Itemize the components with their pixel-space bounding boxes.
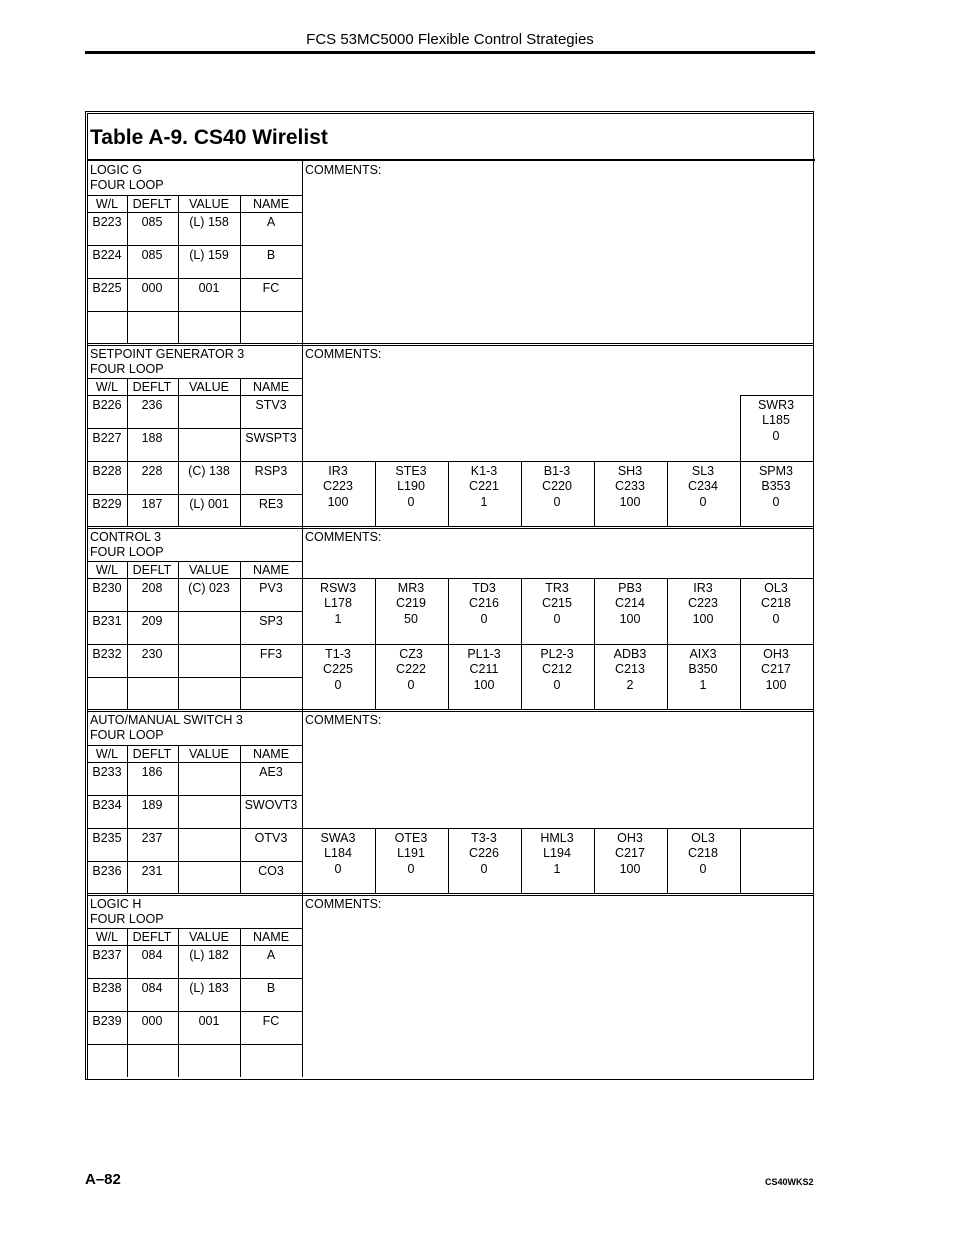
comments-label: COMMENTS: [305, 347, 382, 361]
rule [87, 245, 302, 246]
rule [302, 828, 813, 829]
column-header: W/L [95, 747, 119, 761]
param-line: C213 [615, 662, 645, 677]
cell-value: 000 [141, 281, 163, 295]
cell-value: B225 [92, 281, 122, 295]
column-header: DEFLT [132, 563, 172, 577]
rule [87, 895, 813, 896]
rule [302, 578, 813, 579]
param-line: C217 [761, 662, 791, 677]
block-subtitle: FOUR LOOP [90, 178, 164, 192]
param-cell [667, 831, 739, 877]
cell-value: 231 [141, 864, 163, 878]
param-line: 100 [692, 611, 714, 626]
param-cell [740, 581, 812, 627]
param-line: 100 [619, 611, 641, 626]
param-line: OH3 [617, 831, 643, 845]
comments-label: COMMENTS: [305, 530, 382, 544]
param-line: 1 [480, 494, 488, 509]
param-line: OL3 [691, 831, 715, 845]
param-cell [521, 831, 593, 877]
param-line: K1-3 [470, 464, 498, 478]
param-line: 100 [619, 861, 641, 876]
param-line: C211 [469, 662, 499, 677]
param-line: 0 [553, 494, 561, 509]
cell-value: 228 [141, 464, 163, 478]
rule [87, 578, 302, 579]
rule [87, 345, 813, 346]
param-cell [521, 464, 593, 510]
block-subtitle: FOUR LOOP [90, 728, 164, 742]
cell-value: A [266, 948, 276, 962]
cell-value: B227 [92, 431, 122, 445]
param-line: C218 [688, 846, 718, 861]
param-line: L194 [543, 846, 571, 861]
rule [87, 159, 815, 161]
param-line: 1 [699, 677, 707, 692]
param-cell [740, 647, 812, 693]
param-line: PL1-3 [467, 647, 501, 661]
param-cell [302, 831, 374, 877]
param-line: C220 [542, 479, 572, 494]
cell-value: CO3 [258, 864, 284, 878]
block-subtitle: FOUR LOOP [90, 362, 164, 376]
param-line: HML3 [540, 831, 574, 845]
param-line: 0 [772, 494, 780, 509]
param-line: 0 [553, 611, 561, 626]
param-line: 0 [334, 677, 342, 692]
param-line: L185 [762, 413, 790, 428]
rule [87, 644, 302, 645]
param-line: OL3 [764, 581, 788, 595]
param-line: 0 [480, 861, 488, 876]
block-subtitle: FOUR LOOP [90, 912, 164, 926]
column-header: NAME [252, 747, 290, 761]
param-line: 0 [553, 677, 561, 692]
param-line: B1-3 [543, 464, 571, 478]
param-cell [302, 581, 374, 627]
param-line: MR3 [397, 581, 425, 595]
column-header: DEFLT [132, 747, 172, 761]
rule [87, 709, 813, 710]
running-header: FCS 53MC5000 Flexible Control Strategies [306, 31, 594, 48]
cell-value: 000 [141, 1014, 163, 1028]
param-cell [375, 464, 447, 510]
param-line: C215 [542, 596, 572, 611]
rule [87, 1044, 302, 1045]
block-title: LOGIC G [90, 163, 143, 177]
rule [87, 611, 302, 612]
comments-label: COMMENTS: [305, 163, 382, 177]
param-line: AIX3 [689, 647, 717, 661]
param-line: C216 [469, 596, 499, 611]
cell-value: (L) 159 [189, 248, 229, 262]
column-header: VALUE [188, 930, 230, 944]
rule [87, 343, 813, 344]
block-title: CONTROL 3 [90, 530, 162, 544]
block-title: AUTO/MANUAL SWITCH 3 [90, 713, 243, 727]
cell-value: FC [262, 1014, 280, 1028]
column-header: NAME [252, 380, 290, 394]
rule [87, 378, 302, 379]
param-line: 1 [553, 861, 561, 876]
cell-value: 188 [141, 431, 163, 445]
param-line: ADB3 [613, 647, 647, 661]
cell-value: 187 [141, 497, 163, 511]
cell-value: (C) 138 [188, 464, 230, 478]
cell-value: 186 [141, 765, 163, 779]
rule [87, 795, 302, 796]
param-cell [740, 398, 812, 444]
param-cell [448, 647, 520, 693]
param-line: PB3 [618, 581, 642, 595]
param-cell [448, 831, 520, 877]
cell-value: 001 [198, 1014, 220, 1028]
rule [87, 212, 302, 213]
param-line: 0 [699, 861, 707, 876]
param-line: C225 [323, 662, 353, 677]
rule [87, 526, 813, 527]
param-line: PL2-3 [540, 647, 574, 661]
cell-value: 085 [141, 248, 163, 262]
cell-value: B234 [92, 798, 122, 812]
column-header: DEFLT [132, 380, 172, 394]
cell-value: 085 [141, 215, 163, 229]
rule [87, 1011, 302, 1012]
doc-code: CS40WKS2 [765, 1177, 814, 1187]
param-line: C234 [688, 479, 718, 494]
cell-value: SP3 [259, 614, 283, 628]
param-line: SPM3 [758, 464, 794, 478]
column-header: VALUE [188, 747, 230, 761]
param-cell [521, 581, 593, 627]
column-header: DEFLT [132, 197, 172, 211]
cell-value: B230 [92, 581, 122, 595]
cell-value: 189 [141, 798, 163, 812]
cell-value: B [266, 981, 276, 995]
rule [87, 395, 302, 396]
cell-value: A [266, 215, 276, 229]
param-line: C214 [615, 596, 645, 611]
rule [87, 561, 302, 562]
cell-value: B229 [92, 497, 122, 511]
param-line: SWR3 [757, 398, 795, 412]
column-header: W/L [95, 380, 119, 394]
cell-value: 084 [141, 981, 163, 995]
param-line: 100 [619, 494, 641, 509]
param-line: 0 [407, 494, 415, 509]
param-line: C217 [615, 846, 645, 861]
rule [87, 711, 813, 712]
param-line: 0 [772, 428, 780, 443]
param-line: RSW3 [319, 581, 357, 595]
param-cell [740, 464, 812, 510]
cell-value: B223 [92, 215, 122, 229]
rule [87, 195, 302, 196]
cell-value: B224 [92, 248, 122, 262]
param-line: C218 [761, 596, 791, 611]
param-cell [375, 831, 447, 877]
block-subtitle: FOUR LOOP [90, 545, 164, 559]
page-number: A–82 [85, 1171, 121, 1188]
param-line: B353 [761, 479, 791, 494]
cell-value: SWSPT3 [245, 431, 297, 445]
cell-value: B235 [92, 831, 122, 845]
param-line: L190 [397, 479, 425, 494]
column-header: NAME [252, 930, 290, 944]
cell-value: B236 [92, 864, 122, 878]
rule [87, 928, 302, 929]
cell-value: (L) 183 [189, 981, 229, 995]
param-line: B350 [688, 662, 718, 677]
param-cell [667, 581, 739, 627]
rule [302, 644, 813, 645]
cell-value: 237 [141, 831, 163, 845]
param-line: L184 [324, 846, 352, 861]
cell-value: B237 [92, 948, 122, 962]
column-header: VALUE [188, 563, 230, 577]
cell-value: RE3 [258, 497, 284, 511]
column-header: NAME [252, 563, 290, 577]
param-line: C226 [469, 846, 499, 861]
cell-value: B228 [92, 464, 122, 478]
param-line: T1-3 [325, 647, 351, 661]
rule [740, 828, 741, 894]
column-header: VALUE [188, 197, 230, 211]
cell-value: AE3 [259, 765, 283, 779]
comments-label: COMMENTS: [305, 713, 382, 727]
param-line: C212 [542, 662, 572, 677]
param-line: 100 [327, 494, 349, 509]
rule [87, 528, 813, 529]
param-cell [667, 464, 739, 510]
cell-value: (L) 182 [189, 948, 229, 962]
cell-value: PV3 [259, 581, 283, 595]
cell-value: B226 [92, 398, 122, 412]
param-cell [448, 581, 520, 627]
param-line: C219 [396, 596, 426, 611]
param-line: L191 [397, 846, 425, 861]
param-line: OTE3 [394, 831, 428, 845]
param-line: IR3 [693, 581, 713, 595]
rule [87, 828, 302, 829]
cell-value: (C) 023 [188, 581, 230, 595]
param-cell [448, 464, 520, 510]
cell-value: OTV3 [254, 831, 288, 845]
param-line: STE3 [395, 464, 427, 478]
block-title: LOGIC H [90, 897, 142, 911]
rule [87, 745, 302, 746]
column-header: NAME [252, 197, 290, 211]
comments-label: COMMENTS: [305, 897, 382, 911]
param-line: IR3 [328, 464, 348, 478]
param-line: 1 [334, 611, 342, 626]
cell-value: 209 [141, 614, 163, 628]
table-title: Table A-9. CS40 Wirelist [90, 126, 328, 149]
param-line: SWA3 [320, 831, 356, 845]
param-cell [375, 647, 447, 693]
param-line: C222 [396, 662, 426, 677]
param-line: T3-3 [471, 831, 497, 845]
param-line: 0 [699, 494, 707, 509]
rule [740, 395, 813, 396]
rule [87, 461, 302, 462]
cell-value: B238 [92, 981, 122, 995]
cell-value: STV3 [255, 398, 287, 412]
rule [87, 978, 302, 979]
cell-value: 230 [141, 647, 163, 661]
param-line: C221 [469, 479, 499, 494]
rule [87, 861, 302, 862]
rule [87, 494, 302, 495]
param-line: 0 [772, 611, 780, 626]
param-cell [594, 581, 666, 627]
rule [87, 762, 302, 763]
rule [87, 311, 302, 312]
param-line: TR3 [545, 581, 569, 595]
param-line: CZ3 [399, 647, 423, 661]
column-header: W/L [95, 563, 119, 577]
param-line: OH3 [763, 647, 789, 661]
param-line: 0 [407, 861, 415, 876]
param-cell [302, 464, 374, 510]
cell-value: RSP3 [254, 464, 288, 478]
param-cell [302, 647, 374, 693]
cell-value: B [266, 248, 276, 262]
param-cell [594, 831, 666, 877]
header-rule [85, 51, 815, 54]
cell-value: (L) 001 [189, 497, 229, 511]
rule [87, 677, 302, 678]
param-line: 0 [334, 861, 342, 876]
column-header: VALUE [188, 380, 230, 394]
cell-value: B231 [92, 614, 122, 628]
rule [87, 945, 302, 946]
param-cell [594, 464, 666, 510]
column-header: W/L [95, 197, 119, 211]
rule [87, 893, 813, 894]
param-line: C223 [323, 479, 353, 494]
cell-value: (L) 158 [189, 215, 229, 229]
param-line: SL3 [691, 464, 715, 478]
column-header: DEFLT [132, 930, 172, 944]
param-cell [667, 647, 739, 693]
cell-value: B239 [92, 1014, 122, 1028]
param-line: 50 [404, 611, 418, 626]
param-line: 100 [473, 677, 495, 692]
cell-value: 236 [141, 398, 163, 412]
param-line: L178 [324, 596, 352, 611]
cell-value: B232 [92, 647, 122, 661]
cell-value: FC [262, 281, 280, 295]
rule [87, 278, 302, 279]
cell-value: 084 [141, 948, 163, 962]
column-header: W/L [95, 930, 119, 944]
param-line: C223 [688, 596, 718, 611]
param-cell [594, 647, 666, 693]
param-line: 0 [407, 677, 415, 692]
cell-value: 001 [198, 281, 220, 295]
param-line: 2 [626, 677, 634, 692]
cell-value: SWOVT3 [244, 798, 298, 812]
cell-value: B233 [92, 765, 122, 779]
param-line: 0 [480, 611, 488, 626]
param-line: C233 [615, 479, 645, 494]
param-line: TD3 [472, 581, 496, 595]
param-line: 100 [765, 677, 787, 692]
param-cell [375, 581, 447, 627]
param-cell [521, 647, 593, 693]
cell-value: 208 [141, 581, 163, 595]
block-title: SETPOINT GENERATOR 3 [90, 347, 245, 361]
rule [87, 428, 302, 429]
param-line: SH3 [617, 464, 643, 478]
cell-value: FF3 [259, 647, 283, 661]
rule [302, 461, 813, 462]
